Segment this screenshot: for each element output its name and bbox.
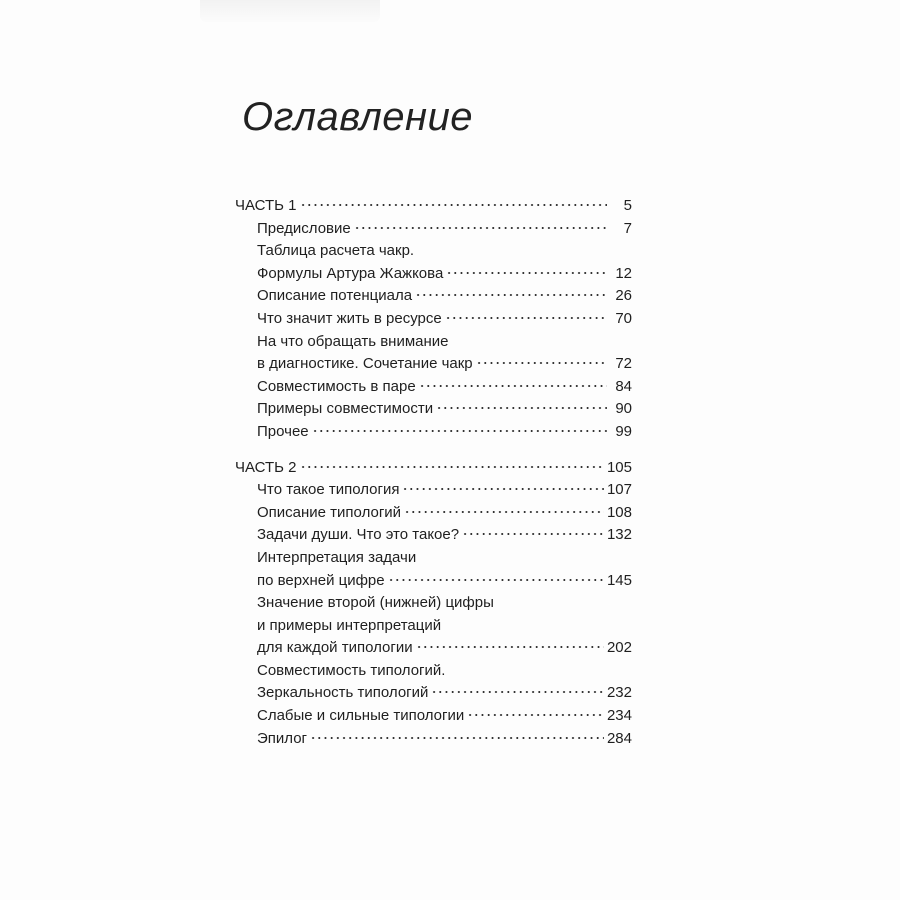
toc-page-number: 90 bbox=[615, 400, 632, 418]
toc-page-number: 26 bbox=[615, 287, 632, 305]
toc-page-number: 99 bbox=[615, 422, 632, 440]
toc-entry-title: Формулы Артура Жажкова bbox=[257, 264, 444, 282]
toc-entry bbox=[235, 728, 632, 751]
toc-entry bbox=[235, 660, 632, 683]
toc-entry-title: ЧАСТЬ 2 bbox=[235, 458, 297, 476]
toc-page-number: 70 bbox=[615, 309, 632, 327]
dot-leader bbox=[445, 316, 607, 320]
toc-entry bbox=[235, 285, 632, 308]
faded-header-mark bbox=[200, 0, 380, 22]
toc-page-number: 284 bbox=[606, 729, 632, 747]
toc-entry bbox=[235, 240, 632, 263]
toc-entry-title: Описание типологий bbox=[257, 503, 402, 521]
toc-entry bbox=[235, 524, 632, 547]
toc-entry-title: Что значит жить в ресурсе bbox=[257, 309, 442, 327]
toc-page-number: 108 bbox=[606, 503, 632, 521]
dot-leader bbox=[300, 203, 607, 207]
toc-page-number: 5 bbox=[623, 197, 632, 214]
dot-leader bbox=[462, 532, 604, 536]
toc-entry bbox=[235, 376, 632, 399]
toc-entry bbox=[235, 308, 632, 331]
dot-leader bbox=[354, 226, 607, 230]
toc-entry-title: Задачи души. Что это такое? bbox=[257, 526, 460, 544]
toc-entry bbox=[235, 421, 632, 444]
dot-leader bbox=[476, 361, 607, 365]
dot-leader bbox=[416, 645, 604, 649]
table-of-contents bbox=[235, 195, 632, 750]
toc-entry-title: Предисловие bbox=[257, 219, 351, 237]
toc-entry-title: Таблица расчета чакр. bbox=[257, 242, 415, 260]
toc-page-number: 7 bbox=[623, 219, 632, 237]
dot-leader bbox=[312, 429, 607, 433]
toc-part-entry bbox=[235, 195, 632, 218]
toc-entry-title: для каждой типологии bbox=[257, 639, 413, 657]
dot-leader bbox=[300, 465, 604, 469]
toc-entry-title: Зеркальность типологий bbox=[257, 684, 429, 702]
toc-entry bbox=[235, 570, 632, 593]
toc-part-entry bbox=[235, 457, 632, 480]
toc-page-number: 107 bbox=[606, 481, 632, 499]
toc-entry bbox=[235, 331, 632, 354]
toc-entry-title: На что обращать внимание bbox=[257, 332, 449, 350]
toc-entry-title: ЧАСТЬ 1 bbox=[235, 197, 297, 214]
toc-entry-title: в диагностике. Сочетание чакр bbox=[257, 355, 473, 373]
toc-entry-title: Слабые и сильные типологии bbox=[257, 707, 465, 725]
toc-entry-title: Эпилог bbox=[257, 729, 308, 747]
toc-page-number: 234 bbox=[606, 707, 632, 725]
toc-entry bbox=[235, 682, 632, 705]
toc-page-number: 132 bbox=[606, 526, 632, 544]
toc-entry bbox=[235, 592, 632, 615]
toc-entry bbox=[235, 479, 632, 502]
dot-leader bbox=[431, 690, 604, 694]
dot-leader bbox=[467, 713, 604, 717]
dot-leader bbox=[415, 293, 607, 297]
toc-page-number: 145 bbox=[606, 571, 632, 589]
toc-entry-title: Совместимость типологий. bbox=[257, 661, 446, 679]
toc-page-number: 12 bbox=[615, 264, 632, 282]
toc-entry-title: Значение второй (нижней) цифры bbox=[257, 594, 494, 612]
dot-leader bbox=[310, 736, 604, 740]
toc-entry-title: Прочее bbox=[257, 422, 309, 440]
toc-entry bbox=[235, 705, 632, 728]
toc-page-number: 84 bbox=[615, 377, 632, 395]
toc-entry bbox=[235, 218, 632, 241]
toc-entry bbox=[235, 263, 632, 286]
section-gap bbox=[235, 444, 632, 457]
toc-entry-title: Совместимость в паре bbox=[257, 377, 416, 395]
dot-leader bbox=[436, 406, 607, 410]
toc-entry bbox=[235, 615, 632, 638]
dot-leader bbox=[446, 271, 607, 275]
toc-entry bbox=[235, 637, 632, 660]
toc-entry bbox=[235, 398, 632, 421]
toc-entry bbox=[235, 353, 632, 376]
toc-entry bbox=[235, 547, 632, 570]
toc-entry-title: Интерпретация задачи bbox=[257, 548, 417, 566]
toc-page-number: 105 bbox=[606, 458, 632, 476]
page-title: Оглавление bbox=[242, 95, 474, 139]
toc-page-number: 232 bbox=[606, 684, 632, 702]
dot-leader bbox=[402, 487, 604, 491]
toc-entry-title: Примеры совместимости bbox=[257, 400, 434, 418]
dot-leader bbox=[388, 578, 604, 582]
dot-leader bbox=[404, 510, 604, 514]
toc-page-number: 202 bbox=[606, 639, 632, 657]
toc-entry bbox=[235, 502, 632, 525]
dot-leader bbox=[419, 384, 607, 388]
toc-page-number: 72 bbox=[615, 355, 632, 373]
toc-entry-title: Что такое типология bbox=[257, 481, 400, 499]
toc-entry-title: Описание потенциала bbox=[257, 287, 413, 305]
toc-entry-title: и примеры интерпретаций bbox=[257, 616, 442, 634]
toc-entry-title: по верхней цифре bbox=[257, 571, 385, 589]
